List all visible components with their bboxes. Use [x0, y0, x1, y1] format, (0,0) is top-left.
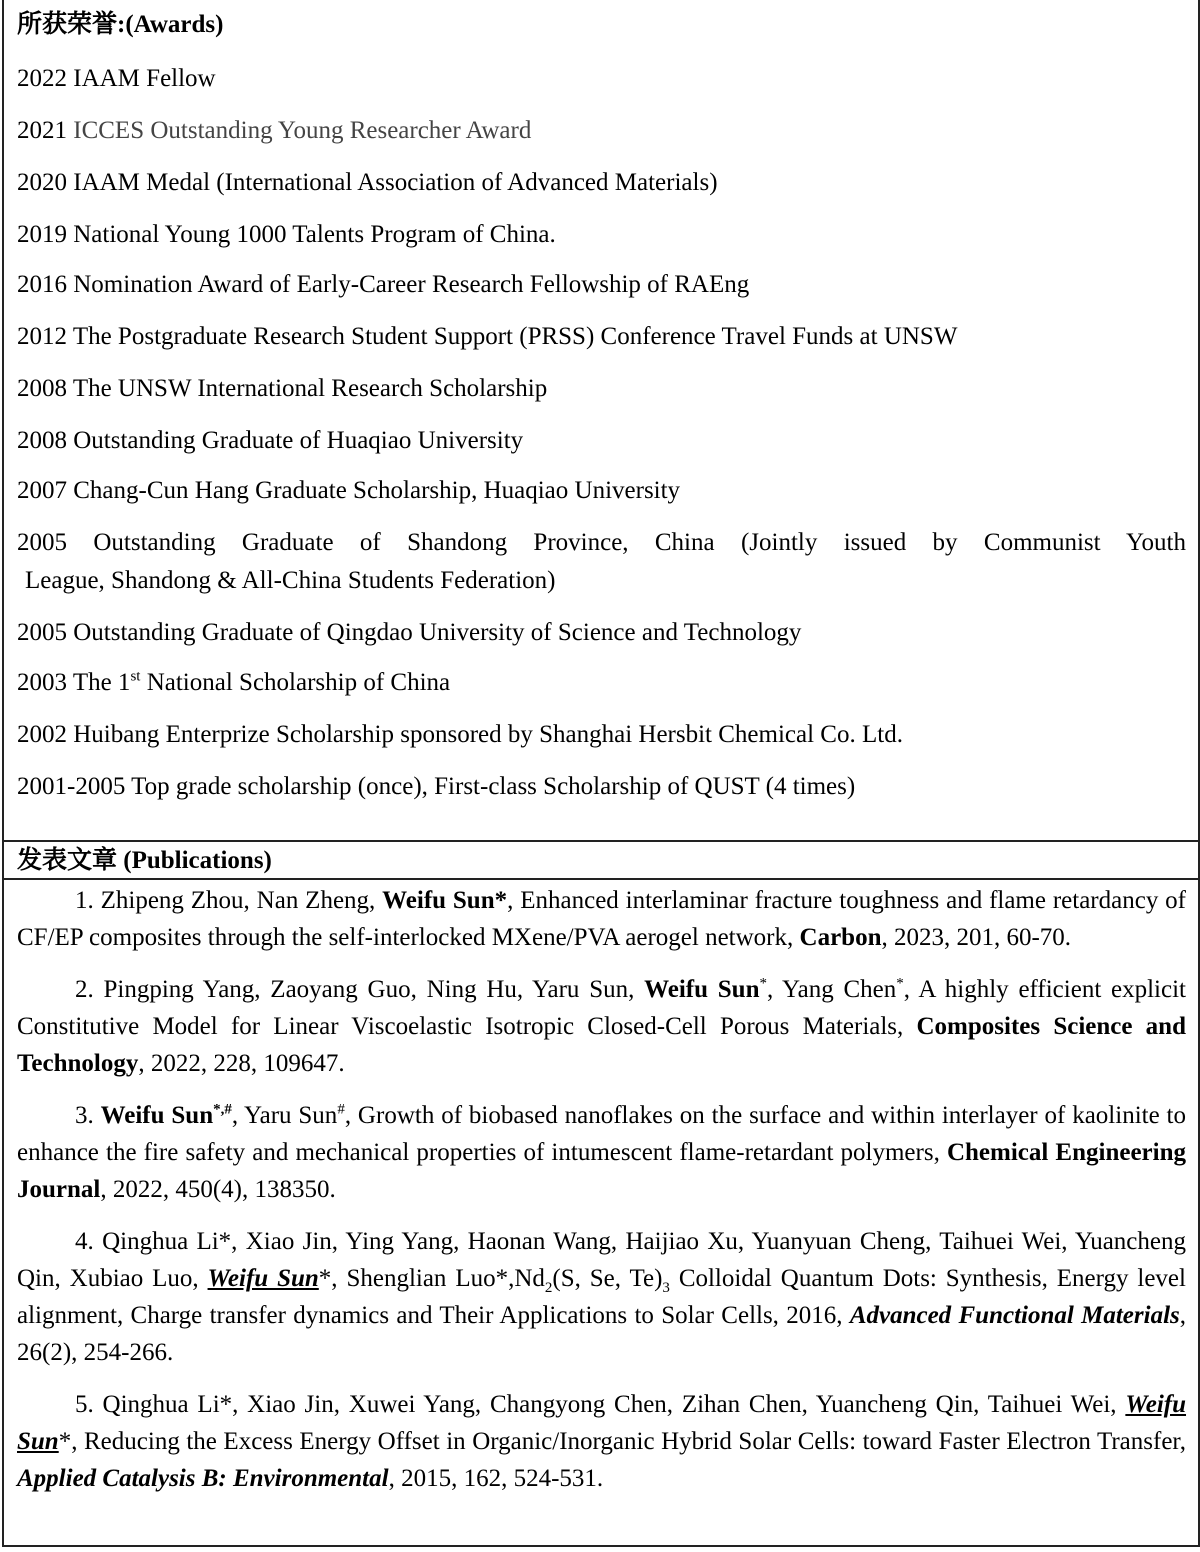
award-text-line2: League, Shandong & All-China Students Federation) — [25, 567, 556, 594]
award-year: 2016 — [17, 271, 67, 298]
publications-heading: 发表文章 (Publications) — [17, 847, 272, 874]
award-year: 2020 — [17, 169, 67, 196]
award-year: 2003 — [17, 669, 67, 696]
pub-number: 4. — [75, 1228, 94, 1255]
award-year: 2007 — [17, 477, 67, 504]
pub-journal: Chemical Engineering Journal — [17, 1139, 1186, 1203]
pub-title: , Reducing the Excess Energy Offset in Organic/Inorganic Hybrid Solar Cells: toward Faster Electron Transfer, — [71, 1428, 1186, 1455]
pub-title: , A highly efficient explicit Constitutive Model for Linear Viscoelastic Isotropic Closed-Cell Porous Materials, — [17, 976, 1186, 1040]
award-text: Nomination Award of Early-Career Research Fellowship of RAEng — [73, 271, 750, 298]
section-divider — [4, 840, 1198, 842]
award-item — [4, 112, 1198, 150]
publication-item — [4, 1097, 1198, 1208]
pub-authors: Pingping Yang, Zaoyang Guo, Ning Hu, Yaru Sun, — [103, 976, 645, 1003]
award-year: 2022 — [17, 65, 67, 92]
pub-number: 3. — [75, 1102, 94, 1129]
award-text-pre: The 1 — [72, 669, 131, 696]
pub-author-mark: * — [896, 975, 904, 992]
pub-author-highlight: Weifu Sun — [207, 1265, 319, 1292]
award-item — [4, 768, 1198, 806]
award-item — [4, 664, 1198, 702]
award-year: 2005 — [17, 619, 67, 646]
award-text-sup: st — [130, 668, 141, 685]
pub-authors: Zhipeng Zhou, Nan Zheng, — [100, 887, 383, 914]
award-item — [4, 422, 1198, 460]
award-year: 2005 — [17, 529, 67, 556]
award-text: Huibang Enterprize Scholarship sponsored by Shanghai Hersbit Chemical Co. Ltd. — [73, 721, 903, 748]
award-item — [4, 472, 1198, 510]
document-frame — [2, 0, 1200, 1547]
pub-authors-post: *, Shenglian Luo*,Nd — [318, 1265, 545, 1292]
award-item — [4, 318, 1198, 356]
pub-subscript: 2 — [544, 1280, 553, 1296]
award-text: Outstanding Graduate of Qingdao University of Science and Technology — [73, 619, 802, 646]
pub-author-highlight: Weifu Sun* — [382, 887, 508, 914]
pub-title-formula: (S, Se, Te) — [552, 1265, 663, 1292]
award-year: 2008 — [17, 375, 67, 402]
pub-authors-post: * — [58, 1428, 72, 1455]
award-text: The UNSW International Research Scholarship — [72, 375, 548, 402]
award-item — [4, 370, 1198, 408]
award-item — [4, 716, 1198, 754]
heading-divider — [4, 878, 1198, 880]
pub-journal: Applied Catalysis B: Environmental — [17, 1465, 389, 1492]
award-item — [4, 164, 1198, 202]
award-year: 2002 — [17, 721, 67, 748]
awards-heading: 所获荣誉:(Awards) — [17, 11, 224, 38]
pub-author-mark: # — [337, 1101, 345, 1118]
publication-item — [4, 1223, 1198, 1371]
award-text: National Young 1000 Talents Program of China. — [73, 221, 556, 248]
pub-author-highlight: Weifu Sun — [17, 1391, 1187, 1455]
pub-details: , 2022, 450(4), 138350. — [100, 1176, 336, 1203]
award-text: The Postgraduate Research Student Support (PRSS) Conference Travel Funds at UNSW — [72, 323, 958, 350]
pub-authors: Qinghua Li*, Xiao Jin, Ying Yang, Haonan Wang, Haijiao Xu, Yuanyuan Cheng, Taihuei Wei, Yuancheng Qin, Xubiao Luo, — [17, 1228, 1186, 1292]
pub-title: Colloidal Quantum Dots: Synthesis, Energy level alignment, Charge transfer dynamics and Their Applications to Solar Cells, 2016, — [17, 1265, 1186, 1329]
pub-number: 5. — [75, 1391, 94, 1418]
award-item — [4, 614, 1198, 652]
award-item — [4, 266, 1198, 304]
pub-author-mark: * — [759, 975, 767, 992]
award-text: Outstanding Graduate of Huaqiao University — [73, 427, 524, 454]
award-text-post: National Scholarship of China — [140, 669, 451, 696]
awards-list — [4, 60, 1198, 820]
award-item — [4, 524, 1198, 600]
award-year: 2001-2005 — [17, 773, 126, 800]
pub-authors-mid: , Yang Chen — [766, 976, 897, 1003]
pub-author-highlight: Weifu Sun — [100, 1102, 214, 1129]
publications-list — [4, 882, 1198, 1512]
publication-item — [4, 882, 1198, 956]
award-year: 2008 — [17, 427, 67, 454]
pub-details: , 2023, 201, 60-70. — [881, 924, 1072, 951]
pub-subscript: 3 — [662, 1280, 670, 1296]
publication-item — [4, 1386, 1198, 1497]
pub-authors: Qinghua Li*, Xiao Jin, Xuwei Yang, Changyong Chen, Zihan Chen, Yuancheng Qin, Taihuei Wei, — [102, 1391, 1126, 1418]
pub-number: 2. — [75, 976, 94, 1003]
pub-details: , 2022, 228, 109647. — [138, 1050, 345, 1077]
pub-author-mark: *,# — [213, 1101, 232, 1118]
pub-journal: Carbon — [799, 924, 882, 951]
pub-details: , 2015, 162, 524-531. — [388, 1465, 604, 1492]
award-text-line1: Outstanding Graduate of Shandong Province, China (Jointly issued by Communist Youth — [93, 529, 1187, 556]
pub-journal: Composites Science and Technology — [17, 1013, 1186, 1077]
award-year: 2012 — [17, 323, 67, 350]
pub-number: 1. — [75, 887, 94, 914]
award-text: ICCES Outstanding Young Researcher Award — [73, 117, 532, 144]
award-text: Top grade scholarship (once), First-class Scholarship of QUST (4 times) — [131, 773, 856, 800]
award-item — [4, 60, 1198, 98]
pub-title: , Growth of biobased nanoflakes on the surface and within interlayer of kaolinite to enhance the fire safety and mechanical properties of intumescent flame-retardant polymers, — [17, 1102, 1186, 1166]
award-item — [4, 216, 1198, 254]
pub-journal: Advanced Functional Materials — [849, 1302, 1180, 1329]
award-year: 2021 — [17, 117, 67, 144]
pub-title: , Enhanced interlaminar fracture toughness and flame retardancy of CF/EP composites through the self-interlocked MXene/PVA aerogel network, — [17, 887, 1186, 951]
award-text: IAAM Medal (International Association of Advanced Materials) — [73, 169, 718, 196]
pub-authors-mid: , Yaru Sun — [231, 1102, 338, 1129]
publication-item — [4, 971, 1198, 1082]
pub-details: , 26(2), 254-266. — [17, 1302, 1186, 1366]
pub-author-highlight: Weifu Sun — [644, 976, 760, 1003]
award-text: Chang-Cun Hang Graduate Scholarship, Huaqiao University — [73, 477, 681, 504]
award-year: 2019 — [17, 221, 67, 248]
award-text: IAAM Fellow — [73, 65, 216, 92]
